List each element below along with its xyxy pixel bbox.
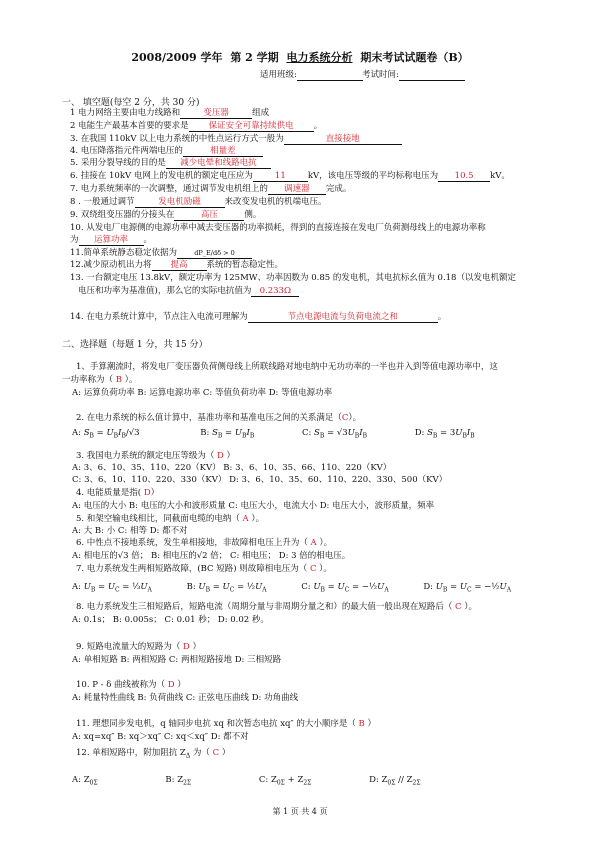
q8-options: A: 0.1s； B: 0.005s； C: 0.01 秒； D: 0.02 秒。 bbox=[72, 615, 269, 625]
fill-item-2: 2 电能生产最基本首要的要求是 保证安全可靠持续供电 。 bbox=[70, 121, 323, 131]
fill-item-10-cont: 为 运算功率 。 bbox=[70, 235, 153, 245]
q6-options: A: 相电压的√3 倍； B: 相电压的√2 倍； C: 相电压； D: 3 倍的相电压。 bbox=[72, 551, 351, 561]
q4-options: A: 电压的大小 B: 电压的大小和波形质量 C: 电压大小，电流大小 D: 电压大小，波形质量，频率 bbox=[72, 501, 435, 511]
q7-options: A: $U_B = U_C$ = $\frac{1}{3}U_A$ B: $U_B = U_C$ = $\frac{1}{2}U_A$ C: $U_B = U_C$ = $-\frac{1}{2}U_A$ D: $U_B = U_C$ = $-\frac{1}{2}U_A$ bbox=[72, 582, 512, 594]
q4-text: 4. 电能质量是指( D） bbox=[76, 488, 160, 498]
year: 2008/2009 bbox=[131, 51, 197, 64]
fill-item-8: 8 . 一般通过调节 发电机励磁 来改变发电机的机端电压。 bbox=[70, 197, 327, 207]
q11-options: A: xq=xq″ B: xq＞xq″ C: xq＜xq″ D: 都不对 bbox=[72, 732, 249, 742]
page-footer: 第 1 页 共 4 页 bbox=[272, 807, 328, 816]
q12-text: 12. 单相短路中，附加阻抗 $Z_\Delta$ 为（ C ） bbox=[76, 748, 231, 760]
class-label: 适用班级: bbox=[260, 70, 363, 81]
fill-item-4: 4. 电压降落指元件两端电压的 相量差 bbox=[70, 146, 263, 157]
q3-text: 3. 我国电力系统的额定电压等级为（ D ） bbox=[76, 451, 236, 461]
time-label: 考试时间: bbox=[362, 70, 465, 81]
year-suffix: 学年 bbox=[200, 51, 223, 64]
q6-text: 6. 中性点不接地系统，发生单相接地，非故障相电压上升为（ A ）。 bbox=[76, 538, 333, 548]
q1-text: 1、手算潮流时，将发电厂变压器负荷侧母线上所联线路对地电纳中无功功率的一半也并入到等值电源功率中，这 bbox=[76, 362, 498, 372]
fill-item-10: 10. 从发电厂电源侧的电源功率中减去变压器的功率损耗，得到的直接连接在发电厂负荷测母线上的电源功率称 bbox=[70, 223, 486, 233]
term: 第 2 学期 bbox=[230, 51, 279, 64]
q9-options: A: 单相短路 B: 两相短路 C: 两相短路接地 D: 三相短路 bbox=[72, 655, 282, 665]
exam-title bbox=[0, 49, 600, 65]
fill-item-5: 5. 采用分裂导线的目的是 减少电晕和线路电抗 bbox=[70, 158, 271, 169]
fill-item-9: 9. 双绕组变压器的分接头在 高压 侧。 bbox=[70, 210, 262, 220]
course-name: 电力系统分析 bbox=[286, 51, 353, 64]
q5-options: A: 大 B: 小 C: 相等 D: 都不对 bbox=[72, 526, 188, 536]
section1-title: 一、 填空题(每空 2 分，共 30 分) bbox=[62, 98, 200, 108]
fill-item-7: 7. 电力系统频率的一次调整，通过调节发电机组上的 调速器 完成。 bbox=[70, 184, 352, 194]
fill-item-13-cont: 电压和功率为基准值)，那么它的实际电抗值为 0.233Ω bbox=[78, 286, 299, 297]
q1-options: A: 运算负荷功率 B: 运算电源功率 C: 等值负荷功率 D: 等值电源功率 bbox=[72, 388, 333, 398]
q7-text: 7. 电力系统发生两相短路故障，(BC 短路) 则故障相电压为（ C ）。 bbox=[76, 564, 332, 574]
fill-item-14: 14. 在电力系统计算中，节点注入电流可理解为 节点电源电流与负荷电流之和 。 bbox=[70, 312, 447, 322]
q3-options-cd: C: 3、6、10、110、220、330（KV） D: 3、6、10、35、60、110、220、330、500（KV） bbox=[72, 475, 448, 485]
fill-item-11: 11.简单系统静态稳定依据为 dP_E/dδ > 0 bbox=[70, 248, 252, 259]
fill-item-13: 13. 一台额定电压 13.8kV，额定功率为 125MW、功率因数为 0.85 的发电机，其电抗标幺值为 0.18（以发电机额定 bbox=[70, 273, 516, 283]
q11-text: 11. 理想同步发电机，q 轴同步电抗 xq 和次暂态电抗 xq″ 的大小顺序是（ B ） bbox=[76, 719, 376, 729]
fill-item-6: 6. 挂接在 10kV 电网上的发电机的额定电压应为 11 kV，该电压等级的平均标称电压为 10.5 kV。 bbox=[70, 171, 510, 181]
fill-item-1: 1 电力网络主要由电力线路和 变压器 组成 bbox=[70, 108, 270, 118]
q2-text: 2. 在电力系统的标么值计算中，基准功率和基准电压之间的关系满足（C）。 bbox=[76, 413, 362, 423]
section2-title: 二、选择题（每题 1 分，共 15 分） bbox=[62, 340, 208, 350]
q10-text: 10. P - δ 曲线被称为（ D ） bbox=[76, 680, 186, 690]
q5-text: 5. 和架空输电线相比，同截面电缆的电纳（ A ）。 bbox=[76, 514, 265, 524]
q2-options: A: $S_B = U_BI_B/√3$ B: $S_B = U_BI_B$ C: $S_B = √3U_BI_B$ D: $S_B = 3U_BI_B$ bbox=[72, 428, 475, 440]
q10-options: A: 耗量特性曲线 B: 负荷曲线 C: 正弦电压曲线 D: 功角曲线 bbox=[72, 693, 299, 703]
q8-text: 8. 电力系统发生三相短路后，短路电流（周期分量与非周期分量之和）的最大值一般出现在短路后（ C ）。 bbox=[76, 602, 477, 612]
exam-name: 期末考试试题卷（B） bbox=[360, 51, 469, 64]
fill-item-3: 3. 在我国 110kV 以上电力系统的中性点运行方式一般为 直接接地 bbox=[70, 134, 402, 145]
q3-options-ab: A: 3、6、10、35、110、220（KV） B: 3、6、10、35、66、110、220（KV） bbox=[72, 463, 392, 473]
fill-item-12: 12.减少原动机出力将 提高 系统的暂态稳定性。 bbox=[70, 260, 284, 270]
q1-text-cont: 一功率称为（ B ）。 bbox=[62, 375, 138, 385]
q12-options: A: $Z_{0\Sigma}$ B: $Z_{2\Sigma}$ C: $Z_{0\Sigma} + Z_{2\Sigma}$ D: $Z_{0\Sigma} // Z_{2\Sigma}$ bbox=[72, 775, 421, 787]
q9-text: 9. 短路电流量大的短路为（ D ） bbox=[76, 642, 202, 652]
